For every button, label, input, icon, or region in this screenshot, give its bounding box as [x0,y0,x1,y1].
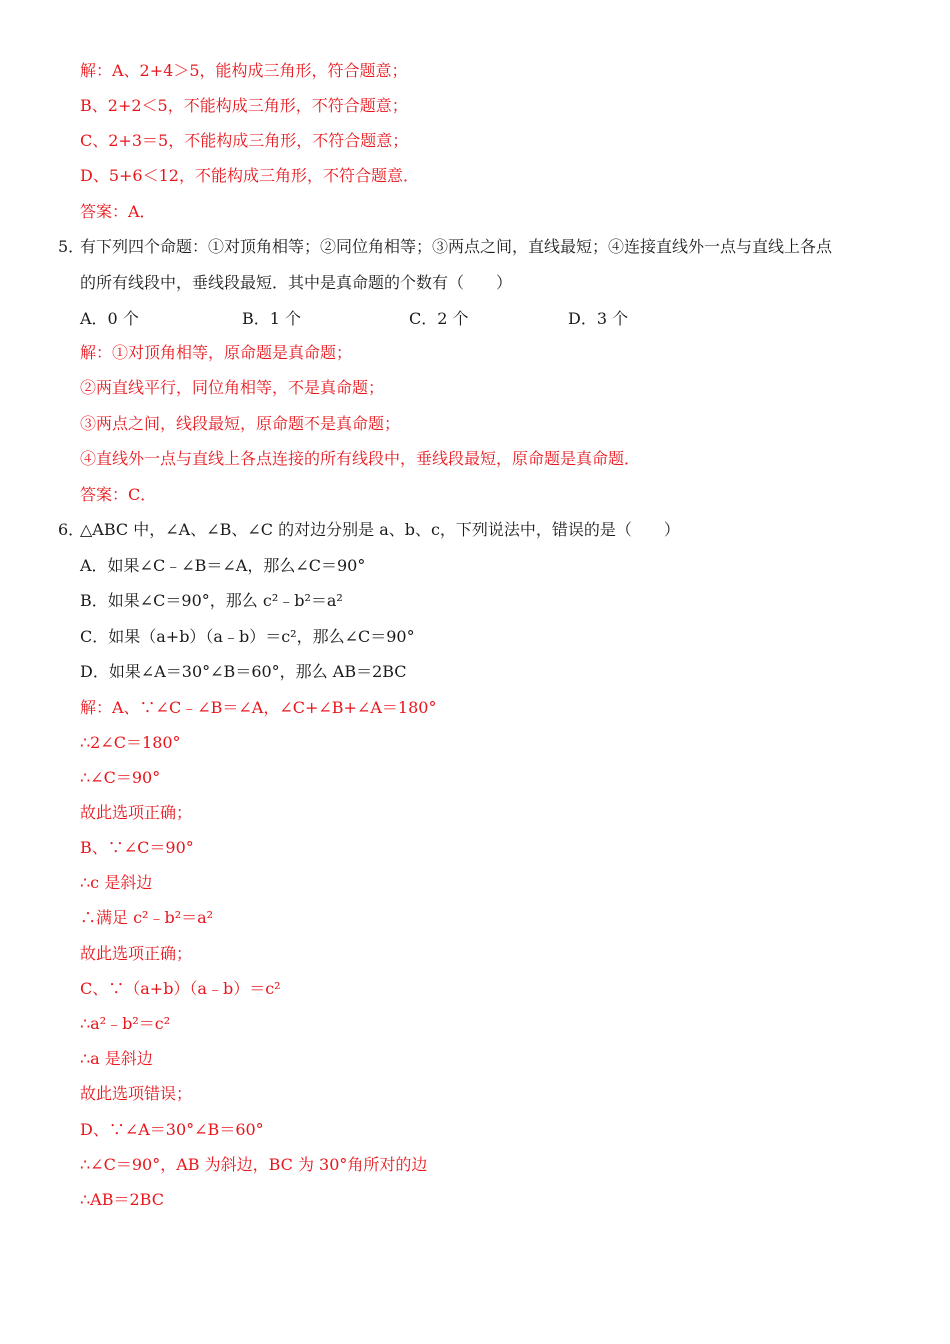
option-a: A．如果∠C﹣∠B＝∠A，那么∠C＝90° [80,556,366,575]
solution-line: 解：A、2+4＞5，能构成三角形，符合题意； [80,61,408,80]
solution-line: ∴∠C＝90°，AB 为斜边，BC 为 30°角所对的边 [80,1155,428,1174]
option-b: B．如果∠C＝90°，那么 c²﹣b²＝a² [80,591,343,610]
solution-line: ③两点之间，线段最短，原命题不是真命题； [80,414,401,433]
solution-line: 故此选项正确； [80,944,193,963]
option-d: D．如果∠A＝30°∠B＝60°，那么 AB＝2BC [80,662,407,681]
answer-line: 答案：C． [80,485,157,504]
solution-line: ④直线外一点与直线上各点连接的所有线段中，垂线段最短，原命题是真命题． [80,449,641,468]
solution-line: B、2+2＜5，不能构成三角形，不符合题意； [80,96,408,115]
option-d: D．3 个 [568,309,629,328]
answer-line: 答案：A． [80,202,156,221]
solution-line: ②两直线平行，同位角相等，不是真命题； [80,378,385,397]
option-a: A．0 个 [80,309,139,328]
solution-line: 解：①对顶角相等，原命题是真命题； [80,343,353,362]
solution-line: ∴2∠C＝180° [80,733,181,752]
question-stem: 有下列四个命题：①对顶角相等；②同位角相等；③两点之间，直线最短；④连接直线外一点与直线上各点 [80,237,833,256]
solution-line: B、∵∠C＝90° [80,838,194,857]
question-stem: △ABC 中，∠A、∠B、∠C 的对边分别是 a、b、c，下列说法中，错误的是（ ） [80,520,680,539]
solution-line: D、5+6＜12，不能构成三角形，不符合题意． [80,166,419,185]
solution-line: ∴a²﹣b²＝c² [80,1014,171,1033]
question-number: 5． [58,237,85,256]
solution-line: C、∵（a+b）（a﹣b）＝c² [80,979,281,998]
solution-line: 故此选项正确； [80,803,193,822]
solution-line: ∴∠C＝90° [80,768,161,787]
solution-line: ∴a 是斜边 [80,1049,153,1068]
question-number: 6． [58,520,85,539]
solution-line: 解：A、∵∠C﹣∠B＝∠A，∠C+∠B+∠A＝180° [80,698,437,717]
solution-line: C、2+3＝5，不能构成三角形，不符合题意； [80,131,409,150]
solution-line: D、∵∠A＝30°∠B＝60° [80,1120,264,1139]
option-c: C．2 个 [409,309,469,328]
option-b: B．1 个 [242,309,302,328]
option-c: C．如果（a+b）（a﹣b）＝c²，那么∠C＝90° [80,627,415,646]
question-stem: 的所有线段中，垂线段最短．其中是真命题的个数有（ ） [80,273,513,292]
solution-line: 故此选项错误； [80,1084,193,1103]
solution-line: ∴AB＝2BC [80,1190,164,1209]
solution-line: ∴满足 c²﹣b²＝a² [80,908,214,927]
solution-line: ∴c 是斜边 [80,873,153,892]
